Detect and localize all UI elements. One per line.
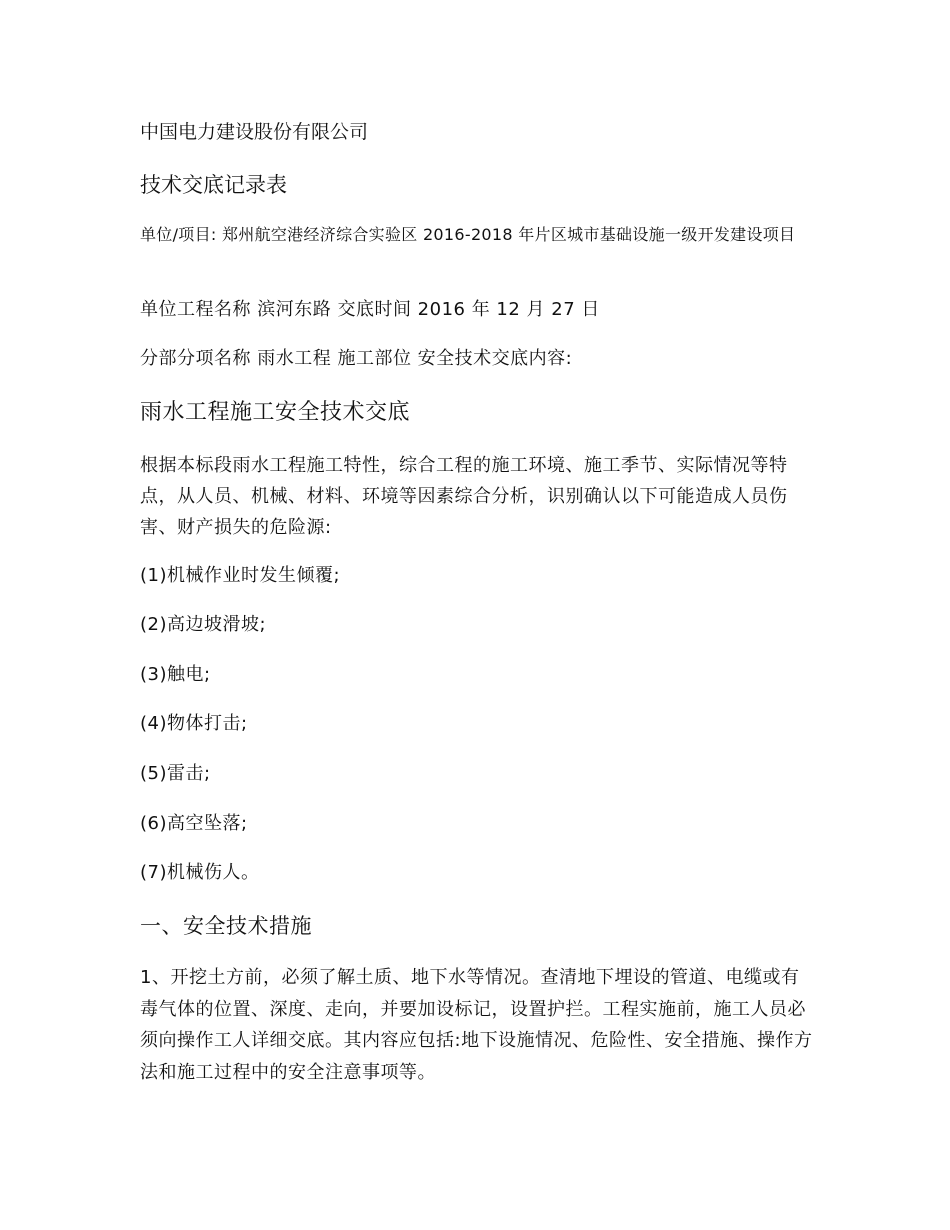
hazard-item: (2)高边坡滑坡; (140, 614, 267, 635)
measure-paragraph: 1、开挖土方前，必须了解土质、地下水等情况。查清地下埋设的管道、电缆或有毒气体的位置、深度、走向，并要加设标记，设置护拦。工程实施前，施工人员必须向操作工人详细交底。其内容应包括:地下设施情况、危险性、安全措施、操作方法和施工过程中的安全注意事项等。 (140, 967, 813, 1083)
hazard-item: (6)高空坠落; (140, 813, 248, 834)
hazard-item: (7)机械伤人。 (140, 862, 260, 883)
section-heading: 一、安全技术措施 (140, 914, 312, 938)
hazard-item: (1)机械作业时发生倾覆; (140, 565, 341, 586)
hazard-item: (3)触电; (140, 664, 211, 685)
subsection-line: 分部分项名称 雨水工程 施工部位 安全技术交底内容: (140, 348, 573, 369)
company-name: 中国电力建设股份有限公司 (140, 121, 369, 143)
main-heading: 雨水工程施工安全技术交底 (140, 400, 411, 425)
project-line: 单位/项目: 郑州航空港经济综合实验区 2016-2018 年片区城市基础设施一级开发建设项目 (140, 225, 796, 244)
hazard-item: (4)物体打击; (140, 713, 248, 734)
form-title: 技术交底记录表 (140, 173, 287, 197)
hazard-item: (5)雷击; (140, 763, 211, 784)
unit-project-line: 单位工程名称 滨河东路 交底时间 2016 年 12 月 27 日 (140, 299, 600, 320)
intro-paragraph: 根据本标段雨水工程施工特性，综合工程的施工环境、施工季节、实际情况等特点，从人员、机械、材料、环境等因素综合分析，识别确认以下可能造成人员伤害、财产损失的危险源: (140, 455, 788, 538)
